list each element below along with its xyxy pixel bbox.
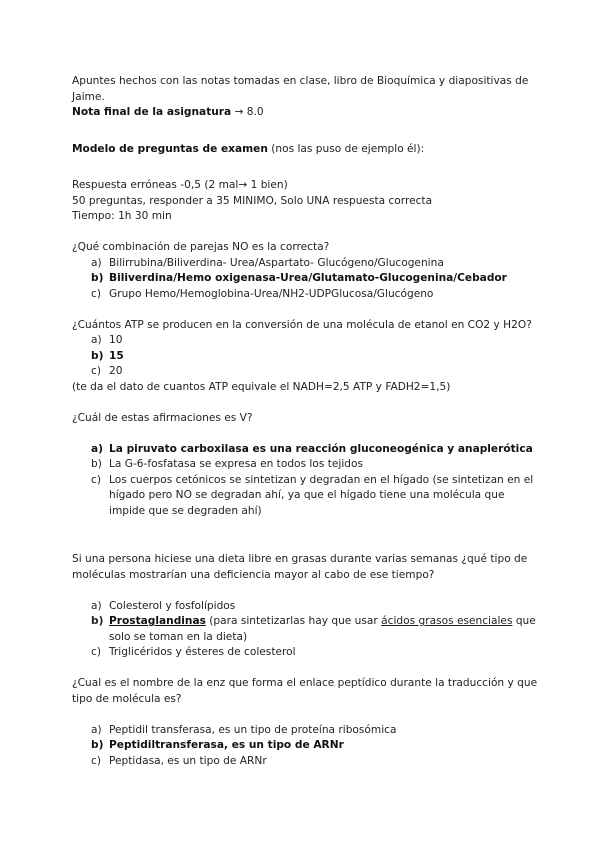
question-1: ¿Qué combinación de parejas NO es la correcta?	[72, 241, 330, 253]
option-text: 15	[109, 349, 124, 362]
option-text: La G-6-fosfatasa se expresa en todos los tejidos	[109, 458, 364, 470]
option-text: 10	[109, 334, 123, 346]
option-marker: b)	[91, 615, 104, 627]
question-3-option-a-correct	[72, 442, 542, 458]
option-text: Grupo Hemo/Hemoglobina-Urea/NH2-UDPGlucosa/Glucógeno	[109, 287, 434, 300]
option-text: Biliverdina/Hemo oxigenasa-Urea/Glutamato-Glucogenina/Cebador	[109, 272, 507, 284]
option-text: Peptidil transferasa, es un tipo de proteína ribosómica	[109, 723, 397, 736]
final-grade-label: Nota final de la asignatura	[72, 106, 232, 118]
option-text: Bilirrubina/Biliverdina- Urea/Aspartato- Glucógeno/Glucogenina	[109, 256, 444, 269]
option-marker: a)	[91, 599, 102, 612]
option-marker: b)	[91, 349, 104, 362]
final-grade-value: 8.0	[246, 106, 264, 118]
option-explanation-end: que solo se toman en la dieta)	[109, 615, 540, 643]
question-2-option-a	[72, 333, 542, 349]
option-marker: c)	[91, 287, 101, 300]
question-2-option-b-correct	[72, 349, 542, 365]
option-marker: a)	[91, 256, 102, 269]
option-marker: b)	[91, 739, 104, 751]
exam-model-note: (nos las puso de ejemplo él):	[267, 142, 425, 155]
question-1-option-b-correct	[72, 271, 542, 287]
exam-model-title: Modelo de preguntas de examen	[72, 142, 268, 155]
option-text: La piruvato carboxilasa es una reacción gluconeogénica y anaplerótica	[109, 442, 533, 455]
question-3-option-b	[72, 457, 542, 473]
essential-fatty-acids-term: ácidos grasos esenciales	[381, 615, 513, 627]
question-5-option-b-correct	[72, 738, 542, 754]
option-marker: b)	[91, 272, 104, 284]
option-marker: a)	[91, 334, 102, 346]
intro-text: Apuntes hechos con las notas tomadas en clase, libro de Bioquímica y diapositivas de Jaime.	[72, 75, 529, 103]
question-1-option-a	[72, 256, 542, 272]
final-grade	[72, 105, 542, 121]
question-2-option-c	[72, 364, 542, 380]
document-content	[72, 74, 542, 769]
option-marker: c)	[91, 365, 101, 377]
question-5-option-c	[72, 754, 542, 770]
option-text: Triglicéridos y ésteres de colesterol	[109, 646, 296, 658]
option-text: Colesterol y fosfolípidos	[109, 599, 236, 612]
question-2-hint: (te da el dato de cuantos ATP equivale el NADH=2,5 ATP y FADH2=1,5)	[72, 380, 451, 393]
option-marker: a)	[91, 723, 102, 736]
question-5-option-a	[72, 723, 542, 739]
question-4: Si una persona hiciese una dieta libre en grasas durante varias semanas ¿qué tipo de moléculas mostrarían una deficiencia mayor al cabo de ese tiempo?	[72, 553, 528, 581]
question-2: ¿Cuántos ATP se producen en la conversión de una molécula de etanol en CO2 y H2O?	[72, 318, 532, 331]
question-3-option-c	[72, 473, 542, 520]
question-count: 50 preguntas, responder a 35 MINIMO, Solo UNA respuesta correcta	[72, 194, 433, 207]
exam-model-heading	[72, 142, 542, 158]
option-text: 20	[109, 365, 123, 377]
question-2-options	[72, 333, 542, 380]
option-key-term: Prostaglandinas	[109, 615, 206, 627]
scoring-rule: Respuesta erróneas -0,5 (2 mal→ 1 bien)	[72, 179, 288, 191]
question-5-options	[72, 723, 542, 770]
arrow-icon: →	[231, 106, 247, 118]
option-marker: b)	[91, 458, 102, 470]
question-4-option-c	[72, 645, 542, 661]
option-marker: c)	[91, 646, 101, 658]
option-marker: c)	[91, 754, 101, 767]
question-3-options	[72, 442, 542, 520]
option-marker: c)	[91, 473, 101, 486]
question-5: ¿Cual es el nombre de la enz que forma el enlace peptídico durante la traducción y que tipo de molécula es?	[72, 677, 538, 705]
option-marker: a)	[91, 442, 103, 455]
question-1-options	[72, 256, 542, 303]
question-4-option-a	[72, 599, 542, 615]
exam-duration: Tiempo: 1h 30 min	[72, 210, 172, 222]
question-4-option-b-correct	[72, 614, 542, 645]
question-1-option-c	[72, 287, 542, 303]
option-text: Peptidiltransferasa, es un tipo de ARNr	[109, 739, 344, 751]
question-4-options	[72, 599, 542, 661]
option-text: Peptidasa, es un tipo de ARNr	[109, 754, 267, 767]
option-text: Los cuerpos cetónicos se sintetizan y degradan en el hígado (se sintetizan en el hígado pero NO se degradan ahí, ya que el hígado tiene una molécula que impide que se degraden ahí)	[109, 473, 534, 517]
question-3: ¿Cuál de estas afirmaciones es V?	[72, 411, 253, 424]
option-explanation: (para sintetizarlas hay que usar	[205, 615, 382, 627]
